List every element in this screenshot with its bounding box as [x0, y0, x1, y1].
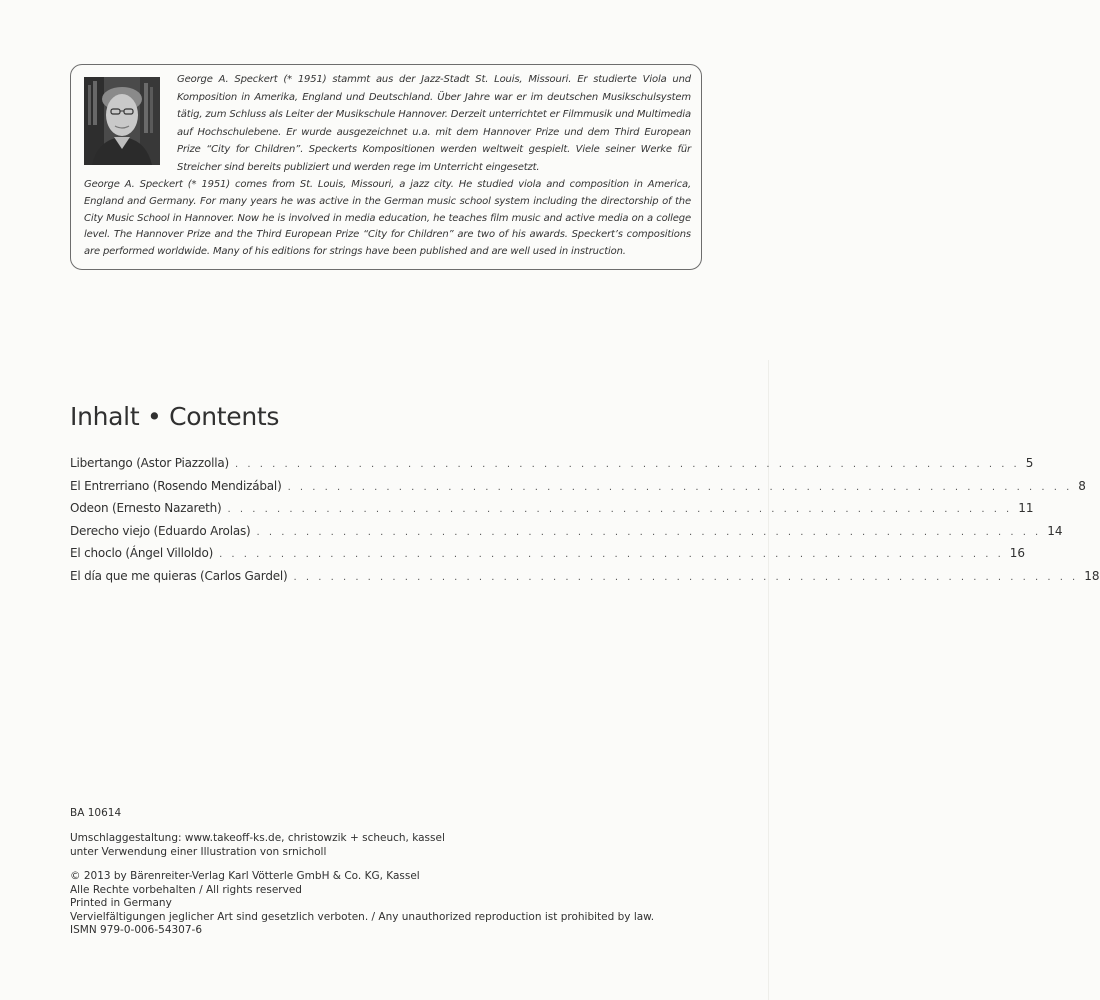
- toc-entry[interactable]: [70, 501, 1034, 524]
- contents-heading: Inhalt • Contents: [70, 402, 280, 431]
- toc-leader-dots: . . . . . . . . . . . . . . . . . . . . . . . . . . . . . . . . . . . . . . . . . . . . . . . . . . . . . . . . . . . . . . . .: [227, 504, 1013, 515]
- toc-entry-page: 8: [1078, 478, 1086, 493]
- toc-leader-dots: . . . . . . . . . . . . . . . . . . . . . . . . . . . . . . . . . . . . . . . . . . . . . . . . . . . . . . . . . . . . . . . .: [219, 549, 1004, 560]
- toc-entry-page: 5: [1025, 456, 1034, 470]
- toc-leader-dots: . . . . . . . . . . . . . . . . . . . . . . . . . . . . . . . . . . . . . . . . . . . . . . . . . . . . . . . . . . . . . . . .: [235, 459, 1020, 470]
- toc-entry[interactable]: [70, 568, 1100, 592]
- toc-entry[interactable]: [70, 456, 1034, 479]
- table-of-contents: [70, 456, 1100, 591]
- author-portrait-image: [84, 77, 160, 165]
- scan-edge-line: [768, 360, 769, 1000]
- toc-leader-dots: . . . . . . . . . . . . . . . . . . . . . . . . . . . . . . . . . . . . . . . . . . . . . . . . . . . . . . . . . . . . . . . .: [293, 571, 1079, 583]
- cover-design-line: Umschlaggestaltung: www.takeoff-ks.de, christowzik + scheuch, kassel: [70, 832, 445, 844]
- biography-german: George A. Speckert (* 1951) stammt aus der Jazz-Stadt St. Louis, Missouri. Er studierte Viola und Komposition in Amerika, England und Deutschland. Über Jahre war er im deutschen Musikschulsystem tätig, zum Schluss als Leiter der Musikschule Hannover. Derzeit unterrichtet er Filmmusik und Multimedia auf Hochschulebene. Er wurde ausgezeichnet u.a. mit dem Hannover Prize und dem Third European Prize “City for Children”. Speckerts Kompositionen werden weltweit gespielt. Viele seiner Werke für Streicher sind bereits publiziert und werden rege im Unterricht eingesetzt.: [177, 74, 691, 173]
- author-photo: [84, 77, 160, 165]
- toc-entry-title: El choclo (Ángel Villoldo): [70, 546, 214, 560]
- toc-leader-dots: . . . . . . . . . . . . . . . . . . . . . . . . . . . . . . . . . . . . . . . . . . . . . . . . . . . . . . . . . . . . . . . .: [287, 481, 1073, 493]
- toc-entry-title: Odeon (Ernesto Nazareth): [70, 501, 222, 515]
- legal-notice: [70, 870, 654, 938]
- reproduction-line: Vervielfältigungen jeglicher Art sind gesetzlich verboten. / Any unauthorized reproduction ist prohibited by law.: [70, 910, 655, 923]
- cover-design-credits: [70, 832, 445, 859]
- toc-entry-page: 18: [1084, 568, 1100, 583]
- toc-entry[interactable]: [70, 546, 1026, 569]
- toc-leader-dots: . . . . . . . . . . . . . . . . . . . . . . . . . . . . . . . . . . . . . . . . . . . . . . . . . . . . . . . . . . . . . . . .: [256, 526, 1042, 538]
- biography-box: [70, 64, 702, 270]
- ismn-line: ISMN 979-0-006-54307-6: [70, 924, 203, 936]
- toc-entry-page: 11: [1018, 501, 1034, 515]
- biography-english: George A. Speckert (* 1951) comes from St. Louis, Missouri, a jazz city. He studied viola and composition in America, England and Germany. For many years he was active in the German music school system including the directorship of the City Music School in Hannover. Now he is involved in media education, he teaches film music and active media on a college level. The Hannover Prize and the Third European Prize “City for Children” are two of his awards. Speckert’s compositions are performed worldwide. Many of his editions for strings have been published and are well used in instruction.: [84, 179, 691, 258]
- toc-entry-page: 16: [1009, 546, 1026, 560]
- catalog-number: [70, 807, 121, 821]
- toc-entry-title: El Entrerriano (Rosendo Mendizábal): [70, 478, 282, 493]
- toc-entry[interactable]: [70, 523, 1063, 547]
- toc-entry[interactable]: [70, 478, 1086, 502]
- cover-design-line: unter Verwendung einer Illustration von srnicholl: [70, 845, 327, 858]
- rights-line: Alle Rechte vorbehalten / All rights reserved: [70, 883, 302, 896]
- printed-line: Printed in Germany: [70, 897, 172, 909]
- toc-entry-title: El día que me quieras (Carlos Gardel): [70, 568, 288, 583]
- toc-entry-page: 14: [1047, 523, 1063, 538]
- copyright-line: © 2013 by Bärenreiter-Verlag Karl Vötterle GmbH & Co. KG, Kassel: [70, 870, 420, 882]
- catalog-number-text: BA 10614: [70, 807, 122, 819]
- toc-entry-title: Derecho viejo (Eduardo Arolas): [70, 523, 251, 538]
- toc-entry-title: Libertango (Astor Piazzolla): [70, 456, 230, 470]
